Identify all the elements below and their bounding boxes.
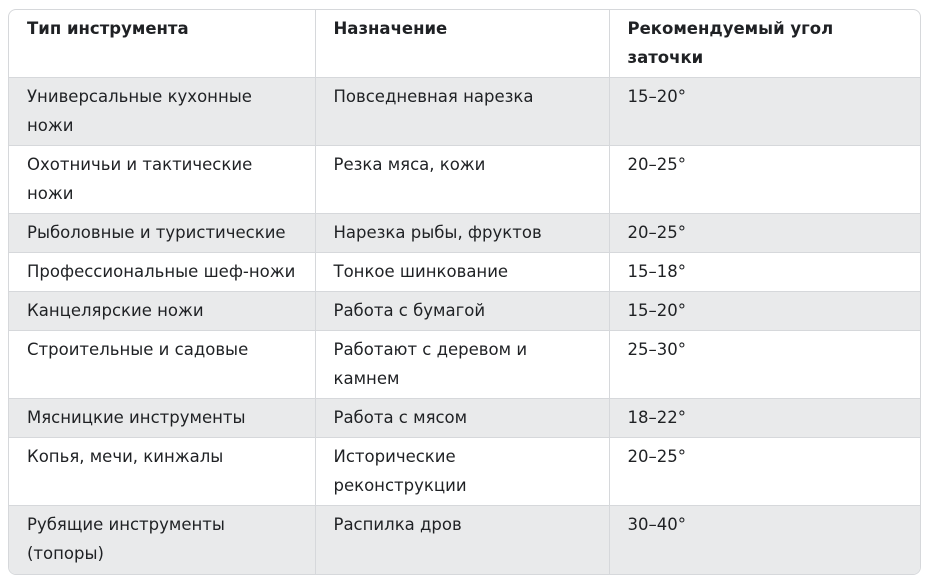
cell-tool-type: Рубящие инструменты (топоры) xyxy=(9,506,315,574)
table-row xyxy=(9,399,920,438)
cell-angle: 20–25° xyxy=(609,214,920,253)
cell-angle: 25–30° xyxy=(609,331,920,399)
cell-angle: 15–18° xyxy=(609,253,920,292)
cell-tool-type: Канцелярские ножи xyxy=(9,292,315,331)
cell-angle: 18–22° xyxy=(609,399,920,438)
cell-tool-type: Строительные и садовые xyxy=(9,331,315,399)
sharpening-angle-table-container xyxy=(8,9,921,575)
table-row xyxy=(9,214,920,253)
cell-tool-type: Универсальные кухонные ножи xyxy=(9,78,315,146)
header-tool-type: Тип инструмента xyxy=(9,10,315,78)
cell-angle: 20–25° xyxy=(609,146,920,214)
cell-purpose: Работа с бумагой xyxy=(315,292,609,331)
table-row xyxy=(9,438,920,506)
cell-purpose: Резка мяса, кожи xyxy=(315,146,609,214)
table-body xyxy=(9,78,920,574)
table-header xyxy=(9,10,920,78)
table-row xyxy=(9,146,920,214)
table-row xyxy=(9,78,920,146)
sharpening-angle-table xyxy=(9,10,920,574)
cell-tool-type: Рыболовные и туристические xyxy=(9,214,315,253)
cell-angle: 20–25° xyxy=(609,438,920,506)
cell-tool-type: Мясницкие инструменты xyxy=(9,399,315,438)
cell-tool-type: Профессиональные шеф-ножи xyxy=(9,253,315,292)
cell-purpose: Работают с деревом и камнем xyxy=(315,331,609,399)
cell-purpose: Распилка дров xyxy=(315,506,609,574)
cell-tool-type: Копья, мечи, кинжалы xyxy=(9,438,315,506)
cell-angle: 30–40° xyxy=(609,506,920,574)
cell-purpose: Работа с мясом xyxy=(315,399,609,438)
header-recommended-angle: Рекомендуемый угол заточки xyxy=(609,10,920,78)
table-row xyxy=(9,292,920,331)
cell-angle: 15–20° xyxy=(609,78,920,146)
cell-purpose: Нарезка рыбы, фруктов xyxy=(315,214,609,253)
cell-tool-type: Охотничьи и тактические ножи xyxy=(9,146,315,214)
table-row xyxy=(9,506,920,574)
cell-angle: 15–20° xyxy=(609,292,920,331)
header-row xyxy=(9,10,920,78)
cell-purpose: Тонкое шинкование xyxy=(315,253,609,292)
header-purpose: Назначение xyxy=(315,10,609,78)
table-row xyxy=(9,253,920,292)
cell-purpose: Исторические реконструкции xyxy=(315,438,609,506)
table-row xyxy=(9,331,920,399)
cell-purpose: Повседневная нарезка xyxy=(315,78,609,146)
